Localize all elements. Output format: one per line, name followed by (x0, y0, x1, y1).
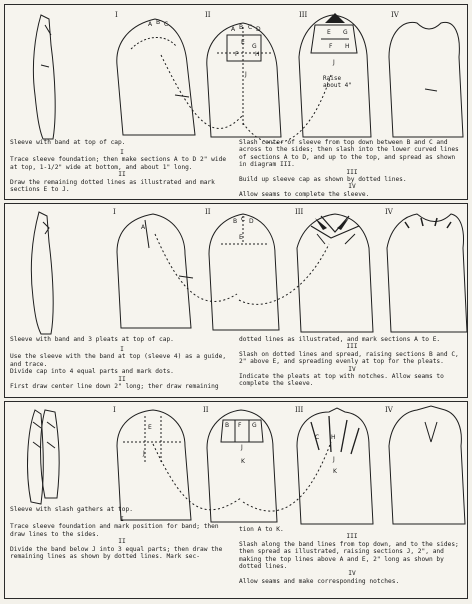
caption-title: Sleeve with band and 3 pleats at top of cap. (10, 336, 174, 343)
section-mark: J (333, 456, 335, 463)
diagram-numeral: II (205, 208, 211, 216)
section-mark: F (238, 422, 242, 429)
step-text: Trace sleeve foundation; then make sections A to D 2" wide at top, 1-1/2" wide at bottom, and about 1" long. (10, 156, 227, 171)
section-mark: B (225, 422, 230, 429)
section-mark: C (241, 216, 246, 223)
caption-left (10, 516, 234, 560)
step-numeral: IV (348, 365, 356, 373)
section-mark: H (255, 51, 260, 58)
diagram-numeral: IV (385, 208, 393, 216)
section-mark: J (241, 444, 243, 451)
diagram-numeral: III (299, 11, 308, 19)
step-numeral: IV (348, 183, 356, 191)
step-text: tion A to K. (239, 526, 284, 533)
caption-title: Sleeve with band at top of cap. (10, 139, 126, 146)
panel-slash-gathers (4, 401, 468, 599)
step-numeral: II (118, 538, 126, 546)
panel-band-and-pleats (4, 203, 468, 398)
raise-note: Raise about 4" (323, 75, 352, 89)
section-mark: J (245, 71, 247, 78)
section-mark: C (164, 21, 169, 28)
section-mark: D (249, 218, 254, 225)
step-text: First draw center line down 2" long; ther draw remaining (10, 383, 219, 391)
section-mark: G (343, 29, 348, 36)
diagram-numeral: III (295, 208, 304, 216)
step-numeral: II (118, 375, 126, 383)
diagram-numeral: II (203, 406, 209, 414)
caption-left (10, 346, 234, 390)
step-text: Slash on dotted lines and spread, raising sections B and C, 2" above E, and spreading evenly at top for the pleats. (239, 350, 459, 366)
section-mark: G (252, 422, 257, 429)
section-mark: E (148, 424, 152, 431)
caption-right (239, 336, 465, 388)
step-text: Indicate the pleats at top with notches. Allow seams to complete the sleeve. (239, 373, 444, 388)
section-mark: F (235, 51, 239, 58)
section-mark: B (156, 19, 161, 26)
caption-right (239, 139, 465, 198)
section-mark: B (239, 24, 244, 31)
diagram-numeral: III (295, 406, 304, 414)
step-text: Build up sleeve cap as shown by dotted lines. (239, 176, 407, 184)
step-text: Draw the remaining dotted lines as illustrated and mark sections E to J. (10, 178, 215, 194)
step-text: Slash center of sleeve from top down between B and C and across to the sides; then slash into the lower curved lines of sections A to D, and up to the top, and spread as shown in diagram III. (239, 139, 459, 169)
section-mark: H (331, 434, 336, 441)
step-numeral: IV (348, 570, 356, 578)
diagram-numeral: IV (391, 11, 399, 19)
section-mark: H (345, 43, 350, 50)
section-mark: K (241, 458, 245, 465)
step-text: Trace sleeve foundation and mark position for band; then draw lines to the sides. (10, 523, 219, 538)
step-text: Divide the band below J into 3 equal parts; then draw the remaining lines as shown by dotted lines. Mark sec- (10, 545, 223, 561)
step-text: Allow seams and make corresponding notches. (239, 577, 400, 585)
section-mark: K (333, 468, 337, 475)
step-numeral: III (346, 168, 358, 176)
diagram-numeral: I (115, 11, 118, 19)
section-mark: A (148, 21, 153, 28)
section-mark: F (329, 43, 333, 50)
caption-right (239, 526, 465, 585)
step-numeral: I (120, 346, 124, 353)
step-numeral: III (346, 343, 358, 351)
section-mark: C (315, 434, 320, 441)
panel-band-top-of-cap (4, 4, 468, 200)
diagram-numeral: I (113, 406, 116, 414)
diagram-numeral: I (113, 208, 116, 216)
step-text: dotted lines as illustrated, and mark sections A to E. (239, 336, 441, 343)
section-mark: A (231, 26, 236, 33)
section-mark: B (233, 218, 238, 225)
diagram-numeral: IV (385, 406, 393, 414)
section-mark: A (141, 224, 146, 231)
section-mark: E (239, 234, 243, 241)
section-mark: C (248, 24, 253, 31)
caption-left (10, 149, 234, 193)
step-numeral: I (120, 516, 124, 523)
section-mark: E (241, 39, 245, 46)
diagram-numeral: II (205, 11, 211, 19)
caption-title: Sleeve with slash gathers at top. (10, 506, 133, 513)
section-mark: J (333, 59, 335, 66)
step-text: Allow seams to complete the sleeve. (239, 190, 370, 198)
section-mark: D (256, 26, 261, 33)
section-mark: E (327, 29, 331, 36)
section-mark: J (143, 450, 145, 457)
step-numeral: III (346, 533, 358, 541)
step-text: Slash along the band lines from top down, and to the sides; then spread as illustrated, raising sections J, 2", and making the top lines above A and E, 2" long as shown by dotted lines. (239, 540, 459, 571)
step-text: Use the sleeve with the band at top (sleeve 4) as a guide, and trace. Divide cap into 4 equal parts and mark dots. (10, 353, 227, 376)
section-mark: G (252, 43, 257, 50)
step-numeral: II (118, 171, 126, 179)
step-numeral: I (120, 149, 124, 156)
